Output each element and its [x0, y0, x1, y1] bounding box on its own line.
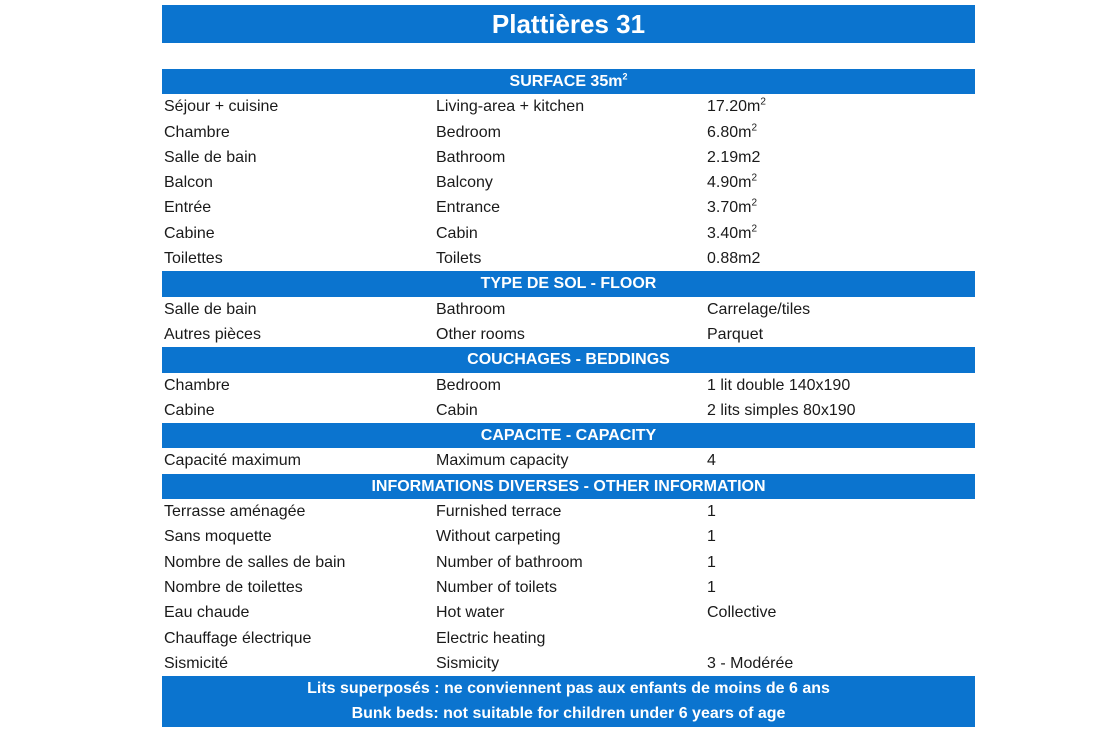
property-sheet — [162, 69, 975, 727]
value-sup: 2 — [751, 172, 758, 184]
label-fr: Nombre de toilettes — [164, 578, 303, 596]
table-row — [162, 221, 975, 246]
value-sup: 2 — [751, 198, 758, 210]
label-fr: Toilettes — [164, 250, 223, 268]
label-en: Bathroom — [436, 148, 506, 166]
page-title: Plattières 31 — [162, 5, 975, 43]
table-row — [162, 575, 975, 600]
value-cell — [705, 94, 975, 119]
warning-line-fr: Lits superposés : ne conviennent pas aux enfants de moins de 6 ans — [307, 680, 830, 698]
table-row — [162, 626, 975, 651]
table-row — [162, 398, 975, 423]
label-en: Sismicity — [436, 654, 500, 672]
table-row — [162, 120, 975, 145]
table-row — [162, 524, 975, 549]
table-row — [162, 651, 975, 676]
table-row — [162, 170, 975, 195]
value-cell — [705, 221, 975, 246]
table-row — [162, 373, 975, 398]
value-text: 3.40m — [707, 224, 752, 242]
label-fr: Terrasse aménagée — [164, 503, 306, 521]
label-en: Toilets — [436, 250, 482, 268]
label-en: Furnished terrace — [436, 503, 562, 521]
label-fr: Sismicité — [164, 654, 229, 672]
value-sup: 2 — [760, 96, 766, 108]
table-row — [162, 145, 975, 170]
value-cell — [705, 145, 975, 170]
table-row — [162, 322, 975, 347]
value-text: 1 lit double 140x190 — [707, 376, 851, 394]
label-en: Living-area + kitchen — [436, 98, 585, 116]
label-fr: Chambre — [164, 376, 230, 394]
label-fr: Nombre de salles de bain — [164, 553, 346, 571]
value-text: 0.88m2 — [707, 250, 761, 268]
table-row — [162, 246, 975, 271]
value-text: Parquet — [707, 325, 764, 343]
value-text: 4.90m — [707, 174, 752, 192]
value-text: 1 — [707, 553, 716, 571]
value-text: 3 - Modérée — [707, 654, 794, 672]
value-text: 2.19m2 — [707, 148, 761, 166]
section-header-capacity: CAPACITE - CAPACITY — [162, 423, 975, 448]
label-en: Bathroom — [436, 300, 506, 318]
label-fr: Salle de bain — [164, 148, 257, 166]
label-fr: Séjour + cuisine — [164, 98, 279, 116]
value-cell — [705, 120, 975, 145]
label-en: Other rooms — [436, 325, 525, 343]
table-row — [162, 499, 975, 524]
label-fr: Autres pièces — [164, 325, 261, 343]
section-header-surface-text: SURFACE 35m — [509, 73, 623, 90]
section-header-beddings: COUCHAGES - BEDDINGS — [162, 347, 975, 372]
label-en: Balcony — [436, 174, 493, 192]
table-row — [162, 600, 975, 625]
label-en: Number of toilets — [436, 578, 557, 596]
value-text — [705, 626, 975, 651]
label-en: Hot water — [436, 604, 505, 622]
label-en: Without carpeting — [436, 528, 561, 546]
label-en: Bedroom — [436, 376, 501, 394]
table-row — [162, 448, 975, 473]
bunk-bed-warning — [162, 676, 975, 727]
label-fr: Cabine — [164, 224, 215, 242]
value-text: 1 — [707, 578, 716, 596]
label-fr: Balcon — [164, 174, 213, 192]
value-text: Collective — [707, 604, 777, 622]
label-fr: Salle de bain — [164, 300, 257, 318]
table-row — [162, 550, 975, 575]
value-text: 6.80m — [707, 123, 752, 141]
warning-line-en: Bunk beds: not suitable for children under 6 years of age — [351, 705, 786, 723]
value-cell — [705, 170, 975, 195]
label-en: Cabin — [436, 224, 478, 242]
value-cell — [705, 195, 975, 220]
label-fr: Eau chaude — [164, 604, 250, 622]
label-en: Entrance — [436, 199, 501, 217]
value-text: Carrelage/tiles — [707, 300, 811, 318]
label-fr: Cabine — [164, 401, 215, 419]
label-fr: Sans moquette — [164, 528, 272, 546]
value-cell — [705, 246, 975, 271]
value-text: 4 — [707, 452, 716, 470]
label-en: Bedroom — [436, 123, 501, 141]
label-en: Number of bathroom — [436, 553, 583, 571]
label-fr: Chauffage électrique — [164, 629, 312, 647]
label-fr: Capacité maximum — [164, 452, 301, 470]
label-en: Maximum capacity — [436, 452, 569, 470]
value-sup: 2 — [751, 223, 758, 235]
label-fr: Entrée — [164, 199, 212, 217]
value-text: 1 — [707, 528, 716, 546]
value-text: 1 — [707, 503, 716, 521]
value-text: 2 lits simples 80x190 — [707, 401, 856, 419]
section-header-floor: TYPE DE SOL - FLOOR — [162, 271, 975, 296]
section-header-other: INFORMATIONS DIVERSES - OTHER INFORMATION — [162, 474, 975, 499]
label-fr: Chambre — [164, 123, 230, 141]
table-row — [162, 94, 975, 119]
value-text: 17.20m — [707, 98, 761, 116]
section-header-surface-sup: 2 — [622, 71, 628, 82]
label-en: Electric heating — [436, 629, 546, 647]
table-row — [162, 297, 975, 322]
label-en: Cabin — [436, 401, 478, 419]
table-row — [162, 195, 975, 220]
value-text: 3.70m — [707, 199, 752, 217]
value-sup: 2 — [751, 122, 758, 134]
section-header-surface — [162, 69, 975, 94]
